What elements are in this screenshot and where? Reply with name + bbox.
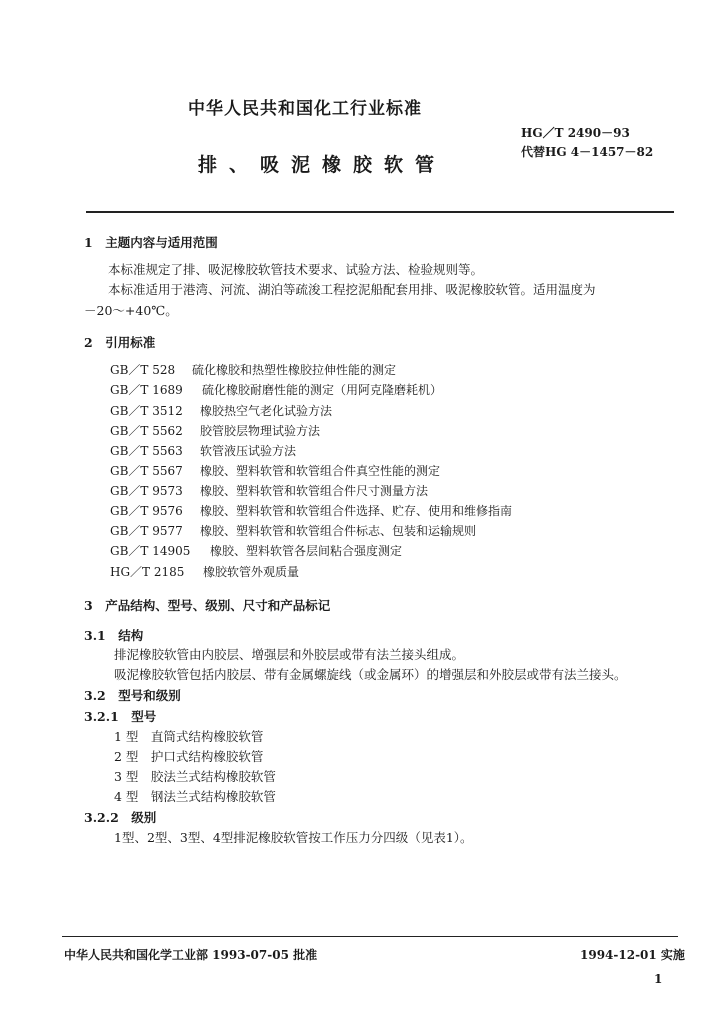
section-3-1-heading: 3.1 结构 bbox=[84, 628, 144, 643]
replaced-standard-code: 代替HG 4－1457－82 bbox=[521, 145, 654, 159]
section-3-1-paragraph-1: 排泥橡胶软管由内胶层、增强层和外胶层或带有法兰接头组成。 bbox=[114, 647, 465, 662]
reference-title: 硫化橡胶和热塑性橡胶拉伸性能的测定 bbox=[192, 363, 397, 377]
footer-divider bbox=[62, 936, 678, 937]
type-item: 4 型 钢法兰式结构橡胶软管 bbox=[114, 789, 276, 804]
section-3-2-2-heading: 3.2.2 级别 bbox=[84, 810, 157, 825]
reference-title: 硫化橡胶耐磨性能的测定（用阿克隆磨耗机） bbox=[202, 383, 443, 397]
approval-line: 中华人民共和国化学工业部 1993-07-05 批准 bbox=[64, 948, 318, 962]
page-number: 1 bbox=[654, 972, 663, 986]
reference-code: GB／T 1689 bbox=[110, 383, 183, 397]
reference-code: GB／T 528 bbox=[110, 363, 176, 377]
reference-title: 橡胶软管外观质量 bbox=[203, 565, 300, 579]
reference-title: 橡胶、塑料软管和软管组合件选择、贮存、使用和维修指南 bbox=[200, 504, 513, 518]
effective-date: 1994-12-01 实施 bbox=[580, 948, 685, 962]
section-2-heading: 2 引用标准 bbox=[84, 335, 156, 350]
reference-title: 橡胶、塑料软管各层间粘合强度测定 bbox=[210, 544, 403, 558]
reference-code: GB／T 5563 bbox=[110, 444, 183, 458]
type-item: 1 型 直筒式结构橡胶软管 bbox=[114, 729, 264, 744]
reference-title: 橡胶热空气老化试验方法 bbox=[200, 404, 333, 418]
reference-title: 橡胶、塑料软管和软管组合件尺寸测量方法 bbox=[200, 484, 429, 498]
type-item: 3 型 胶法兰式结构橡胶软管 bbox=[114, 769, 276, 784]
header-divider bbox=[86, 211, 674, 213]
section-3-2-heading: 3.2 型号和级别 bbox=[84, 688, 181, 703]
document-title: 排、吸泥橡胶软管 bbox=[198, 154, 447, 176]
reference-code: HG／T 2185 bbox=[110, 565, 185, 579]
reference-title: 橡胶、塑料软管和软管组合件标志、包装和运输规则 bbox=[200, 524, 477, 538]
reference-code: GB／T 9573 bbox=[110, 484, 183, 498]
reference-title: 软管液压试验方法 bbox=[200, 444, 297, 458]
section-3-heading: 3 产品结构、型号、级别、尺寸和产品标记 bbox=[84, 598, 331, 613]
reference-code: GB／T 9576 bbox=[110, 504, 183, 518]
section-1-paragraph-1: 本标准规定了排、吸泥橡胶软管技术要求、试验方法、检验规则等。 bbox=[108, 262, 484, 277]
section-3-2-2-paragraph: 1型、2型、3型、4型排泥橡胶软管按工作压力分四级（见表1）。 bbox=[114, 830, 473, 845]
reference-title: 胶管胶层物理试验方法 bbox=[200, 424, 321, 438]
standard-code: HG／T 2490－93 bbox=[521, 126, 630, 140]
type-item: 2 型 护口式结构橡胶软管 bbox=[114, 749, 264, 764]
reference-code: GB／T 3512 bbox=[110, 404, 183, 418]
section-1-heading: 1 主题内容与适用范围 bbox=[84, 235, 218, 250]
reference-title: 橡胶、塑料软管和软管组合件真空性能的测定 bbox=[200, 464, 441, 478]
reference-code: GB／T 5562 bbox=[110, 424, 183, 438]
section-1-paragraph-2-line-1: 本标准适用于港湾、河流、湖泊等疏浚工程挖泥船配套用排、吸泥橡胶软管。适用温度为 bbox=[108, 282, 596, 297]
reference-code: GB／T 14905 bbox=[110, 544, 191, 558]
section-3-2-1-heading: 3.2.1 型号 bbox=[84, 709, 157, 724]
reference-code: GB／T 5567 bbox=[110, 464, 183, 478]
standard-title: 中华人民共和国化工行业标准 bbox=[188, 99, 422, 119]
section-3-1-paragraph-2: 吸泥橡胶软管包括内胶层、带有金属螺旋线（或金属环）的增强层和外胶层或带有法兰接头。 bbox=[114, 667, 627, 682]
section-1-paragraph-2-line-2: －20～+40℃。 bbox=[84, 303, 178, 318]
reference-code: GB／T 9577 bbox=[110, 524, 183, 538]
